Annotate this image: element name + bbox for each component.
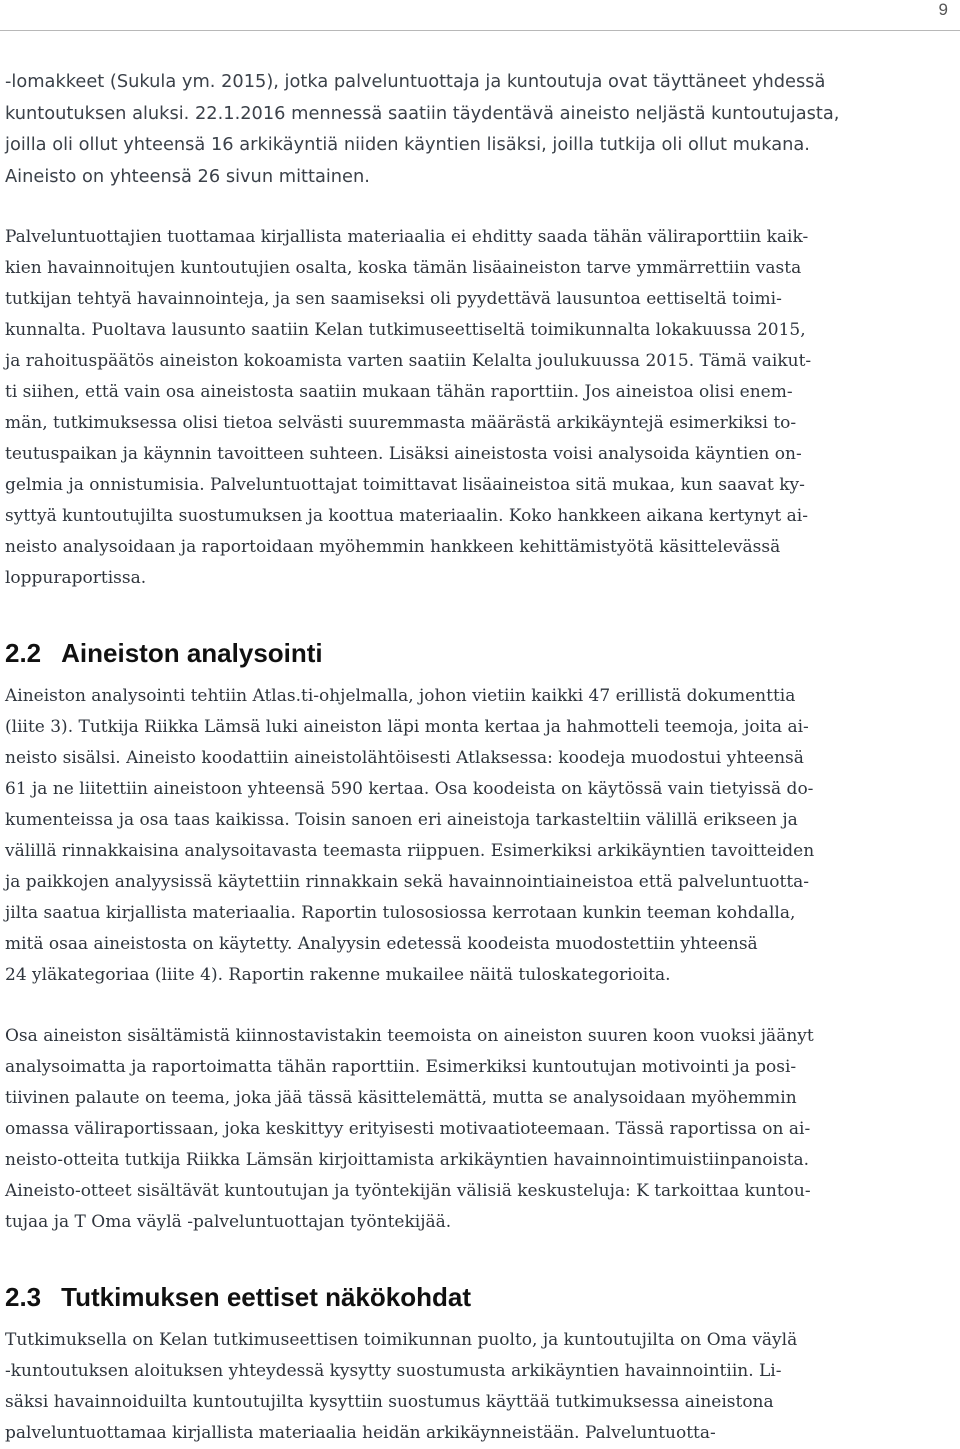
section-heading-2-2 [5,638,953,669]
text-line: (liite 3). Tutkija Riikka Lämsä luki aineiston läpi monta kertaa ja hahmotteli teemoja, joita ai- [5,717,809,737]
text-line: loppuraportissa. [5,568,147,588]
text-line: Aineisto on yhteensä 26 sivun mittainen. [5,165,370,187]
intro-paragraph [5,66,953,192]
text-line: -kuntoutuksen aloituksen yhteydessä kysytty suostumusta arkikäyntien havainnointiin. Li- [5,1361,782,1381]
text-line: neisto analysoidaan ja raportoidaan myöhemmin hankkeen kehittämistyötä käsittelevässä [5,537,781,557]
paragraph-material-collection [5,222,953,594]
header-rule [0,30,960,31]
text-line: tutkijan tehtyä havainnointeja, ja sen saamiseksi oli pyydettävä lausuntoa eettiseltä toimi- [5,289,782,309]
paragraph-analysis [5,681,953,991]
text-line: neisto-otteita tutkija Riikka Lämsän kirjoittamista arkikäyntien havainnointimuistiinpanoista. [5,1150,810,1170]
text-line: analysoimatta ja raportoimatta tähän raporttiin. Esimerkiksi kuntoutujan motivointi ja posi- [5,1057,797,1077]
text-line: neisto sisälsi. Aineisto koodattiin aineistolähtöisesti Atlaksessa: koodeja muodostui yhteensä [5,748,804,768]
text-line: teutuspaikan ja käynnin tavoitteen suhteen. Lisäksi aineistosta voisi analysoida käyntien on- [5,444,802,464]
text-line: 61 ja ne liitettiin aineistoon yhteensä 590 kertaa. Osa koodeista on käytössä vain tietyissä do- [5,779,814,799]
text-line: jilta saatua kirjallista materiaalia. Raportin tulososiossa kerrotaan kunkin teeman kohdalla, [5,903,796,923]
section-title: Tutkimuksen eettiset näkökohdat [61,1282,471,1312]
text-line: män, tutkimuksessa olisi tietoa selvästi suuremmasta määrästä arkikäyntejä esimerkiksi to- [5,413,797,433]
text-line: Palveluntuottajien tuottamaa kirjallista materiaalia ei ehditty saada tähän väliraporttiin kaik- [5,227,809,247]
text-line: Aineiston analysointi tehtiin Atlas.ti-ohjelmalla, johon vietiin kaikki 47 erillistä dokumenttia [5,686,796,706]
text-line: ja rahoituspäätös aineiston kokoamista varten saatiin Kelalta joulukuussa 2015. Tämä vaikut- [5,351,812,371]
text-line: mitä osaa aineistosta on käytetty. Analyysin edetessä koodeista muodostettiin yhteensä [5,934,758,954]
text-line: tiivinen palaute on teema, joka jää tässä käsittelemättä, mutta se analysoidaan myöhemmin [5,1088,797,1108]
section-heading-2-3 [5,1282,953,1313]
page-content [5,66,953,1449]
paragraph-themes [5,1021,953,1238]
text-line: tujaa ja T Oma väylä -palveluntuottajan työntekijää. [5,1212,452,1232]
page-number: 9 [938,0,948,19]
text-line: 24 yläkategoriaa (liite 4). Raportin rakenne mukailee näitä tuloskategorioita. [5,965,671,985]
text-line: säksi havainnoiduilta kuntoutujilta kysyttiin suostumus käyttää tutkimuksessa aineistona [5,1392,774,1412]
text-line: kumenteissa ja osa taas kaikissa. Toisin sanoen eri aineistoja tarkasteltiin välillä erikseen ja [5,810,798,830]
paragraph-ethics [5,1325,953,1449]
text-line: omassa väliraportissaan, joka keskittyy erityisesti motivaatioteemaan. Tässä raportissa on ai- [5,1119,811,1139]
text-line: Tutkimuksella on Kelan tutkimuseettisen toimikunnan puolto, ja kuntoutujilta on Oma väylä [5,1330,798,1350]
text-line: -lomakkeet (Sukula ym. 2015), jotka palveluntuottaja ja kuntoutuja ovat täyttäneet yhdessä [5,71,826,92]
text-line: palveluntuottamaa kirjallista materiaalia heidän arkikäynneistään. Palveluntuotta- [5,1423,716,1443]
text-line: ti siihen, että vain osa aineistosta saatiin mukaan tähän raporttiin. Jos aineistoa olisi enem- [5,382,793,402]
section-title: Aineiston analysointi [61,638,323,668]
section-number: 2.2 [5,638,42,668]
text-line: kien havainnoitujen kuntoutujien osalta, koska tämän lisäaineiston tarve ymmärrettiin vasta [5,258,802,278]
text-line: syttyä kuntoutujilta suostumuksen ja koottua materiaalin. Koko hankkeen aikana kertynyt ai- [5,506,808,526]
text-line: kuntoutuksen aluksi. 22.1.2016 mennessä saatiin täydentävä aineisto neljästä kuntoutujasta, [5,102,840,124]
text-line: gelmia ja onnistumisia. Palveluntuottajat toimittavat lisäaineistoa sitä mukaa, kun saavat ky- [5,475,805,495]
text-line: Osa aineiston sisältämistä kiinnostavistakin teemoista on aineiston suuren koon vuoksi jäänyt [5,1026,814,1046]
text-line: ja paikkojen analyysissä käytettiin rinnakkain sekä havainnointiaineistoa että palveluntuotta- [5,872,810,892]
section-number: 2.3 [5,1282,42,1312]
text-line: Aineisto-otteet sisältävät kuntoutujan ja työntekijän välisiä keskusteluja: K tarkoittaa kuntou- [5,1181,811,1201]
text-line: joilla oli ollut yhteensä 16 arkikäyntiä niiden käyntien lisäksi, joilla tutkija oli ollut mukana. [5,134,810,155]
text-line: välillä rinnakkaisina analysoitavasta teemasta riippuen. Esimerkiksi arkikäyntien tavoitteiden [5,841,815,861]
text-line: kunnalta. Puoltava lausunto saatiin Kelan tutkimuseettiseltä toimikunnalta lokakuussa 2015, [5,320,806,340]
